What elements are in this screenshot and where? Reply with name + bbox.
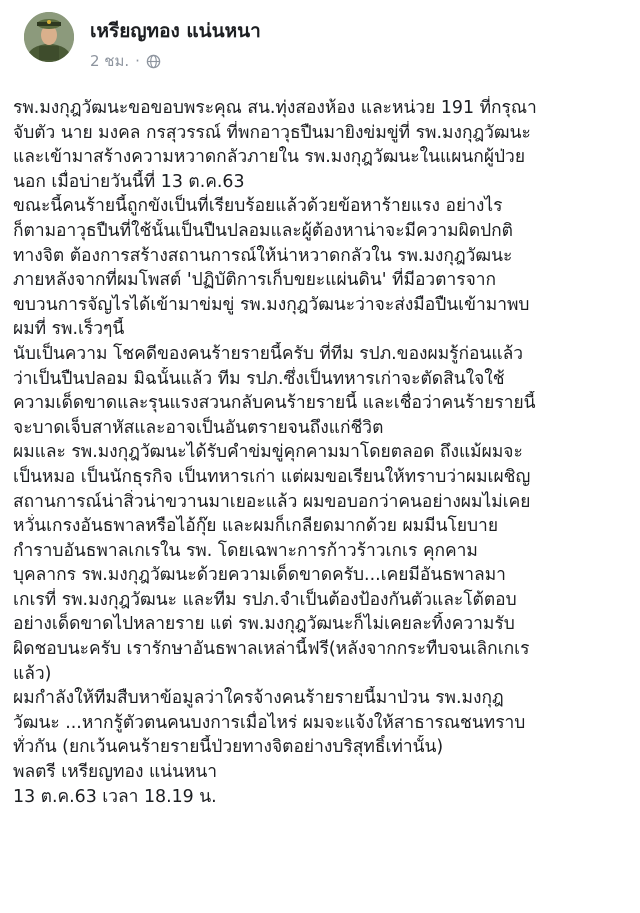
post-text-line: ผมและ รพ.มงกุฎวัฒนะได้รับคำข่มขู่คุกคามมาโดยตลอด ถึงแม้ผมจะ — [13, 442, 523, 463]
post-text-line: ก็ตามอาวุธปืนที่ใช้นั้นเป็นปืนปลอมและผู้ต้องหาน่าจะมีความผิดปกติ — [13, 220, 513, 241]
post-text-line: ผิดชอบนะครับ เรารักษาอันธพาลเหล่านี้ฟรี(หลังจากกระทืบจนเลิกเกเร — [13, 639, 530, 660]
post-text-line: จะบาดเจ็บสาหัสและอาจเป็นอันตรายจนถึงแก่ชีวิต — [13, 417, 384, 438]
post-text-line: แล้ว) — [13, 663, 52, 684]
post-text-line: ผมกำลังให้ทีมสืบหาข้อมูลว่าใครจ้างคนร้ายรายนี้มาป่วน รพ.มงกุฎ — [13, 688, 504, 709]
post-text-line: วัฒนะ ...หากรู้ตัวตนคนบงการเมื่อไหร่ ผมจะแจ้งให้สาธารณชนทราบ — [13, 712, 526, 733]
post-header — [0, 0, 640, 90]
post-text-line: ขบวนการจัญไรได้เข้ามาข่มขู่ รพ.มงกุฎวัฒนะว่าจะส่งมือปืนเข้ามาพบ — [13, 294, 530, 315]
post-text-line: หวั่นเกรงอันธพาลหรือไอ้กุ๊ย และผมก็เกลียดมากด้วย ผมมีนโยบาย — [13, 516, 499, 537]
post-timestamp[interactable]: 2 ชม. — [90, 52, 130, 70]
post-text-line: ความเด็ดขาดและรุนแรงสวนกลับคนร้ายรายนี้ และเชื่อว่าคนร้ายรายนี้ — [13, 393, 536, 414]
post-text-line: ทั่วกัน (ยกเว้นคนร้ายรายนี้ป่วยทางจิตอย่างบริสุทธิ์เท่านั้น) — [13, 737, 444, 758]
post-text-line: 13 ต.ค.63 เวลา 18.19 น. — [13, 786, 217, 807]
post-text-line: เกเรที่ รพ.มงกุฎวัฒนะ และทีม รปภ.จำเป็นต้องป้องกันตัวและโต้ตอบ — [13, 589, 517, 610]
post-text-line: ทางจิต ต้องการสร้างสถานการณ์ให้น่าหวาดกลัวใน รพ.มงกุฎวัฒนะ — [13, 245, 513, 266]
profile-avatar[interactable] — [24, 12, 74, 62]
post-text-line: และเข้ามาสร้างความหวาดกลัวภายใน รพ.มงกุฎวัฒนะในแผนกผู้ป่วย — [13, 147, 526, 168]
globe-icon[interactable] — [146, 54, 161, 69]
post-text-line: นับเป็นความ โชคดีของคนร้ายรายนี้ครับ ที่ทีม รปภ.ของผมรู้ก่อนแล้ว — [13, 343, 523, 364]
post-text-line: ขณะนี้คนร้ายนี้ถูกขังเป็นที่เรียบร้อยแล้วด้วยข้อหาร้ายแรง อย่างไร — [13, 196, 503, 217]
post-text-line: สถานการณ์น่าสิ่วน่าขวานมาเยอะแล้ว ผมขอบอกว่าคนอย่างผมไม่เคย — [13, 491, 531, 512]
post-meta — [90, 49, 161, 73]
post-text-line: พลตรี เหรียญทอง แน่นหนา — [13, 762, 218, 783]
post-body — [13, 96, 631, 809]
post-text-line: รพ.มงกุฎวัฒนะขอขอบพระคุณ สน.ทุ่งสองห้อง และหน่วย 191 ที่กรุณา — [13, 98, 537, 118]
post-text-line: ว่าเป็นปืนปลอม มิฉนั้นแล้ว ทีม รปภ.ซึ่งเป็นทหารเก่าจะตัดสินใจใช้ — [13, 368, 505, 389]
meta-separator: · — [135, 52, 140, 70]
post-text-line: อย่างเด็ดขาดไปหลายราย แต่ รพ.มงกุฎวัฒนะก็ไม่เคยละทิ้งความรับ — [13, 614, 515, 635]
author-name[interactable]: เหรียญทอง แน่นหนา — [90, 20, 261, 42]
post-text-line: กำราบอันธพาลเกเรใน รพ. โดยเฉพาะการก้าวร้าวเกเร คุกคาม — [13, 540, 478, 561]
post-text-line: บุคลากร รพ.มงกุฎวัฒนะด้วยความเด็ดขาดครับ...เคยมีอันธพาลมา — [13, 565, 506, 586]
post-text-line: ภายหลังจากที่ผมโพสต์ 'ปฏิบัติการเก็บขยะแผ่นดิน' ที่มีอวตารจาก — [13, 270, 497, 291]
post-text-line: ผมที่ รพ.เร็วๆนี้ — [13, 319, 125, 340]
post-text-line: นอก เมื่อบ่ายวันนี้ที่ 13 ต.ค.63 — [13, 171, 245, 192]
post-text-line: เป็นหมอ เป็นนักธุรกิจ เป็นทหารเก่า แต่ผมขอเรียนให้ทราบว่าผมเผชิญ — [13, 466, 531, 487]
avatar-image — [24, 12, 74, 62]
post-text-line: จับตัว นาย มงคล กรสุวรรณ์ ที่พกอาวุธปืนมายิงข่มขู่ที่ รพ.มงกุฎวัฒนะ — [13, 122, 531, 143]
